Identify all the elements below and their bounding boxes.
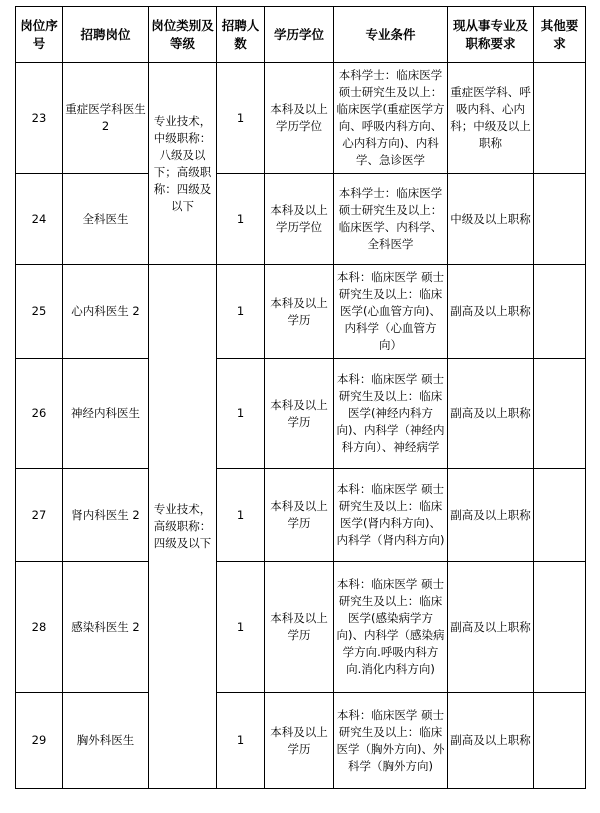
cell-count: 1	[217, 265, 265, 359]
cell-count: 1	[217, 469, 265, 562]
cell-education: 本科及以上学历	[265, 265, 334, 359]
header-seq: 岗位序号	[16, 7, 63, 63]
cell-position: 神经内科医生	[63, 359, 149, 469]
cell-category: 专业技术，中级职称：八级及以下；高级职称：四级及以下	[149, 63, 217, 265]
cell-major: 本科学士：临床医学 硕士研究生及以上：临床医学、内科学、全科医学	[334, 174, 448, 265]
cell-other	[534, 693, 586, 789]
cell-education: 本科及以上学历学位	[265, 174, 334, 265]
cell-current: 副高及以上职称	[448, 359, 534, 469]
cell-count: 1	[217, 174, 265, 265]
header-current: 现从事专业及职称要求	[448, 7, 534, 63]
cell-count: 1	[217, 359, 265, 469]
cell-current: 重症医学科、呼吸内科、心内科；中级及以上职称	[448, 63, 534, 174]
cell-education: 本科及以上学历	[265, 562, 334, 693]
table-row	[16, 693, 586, 789]
cell-major: 本科：临床医学 硕士研究生及以上：临床医学（胸外方向)、外科学（胸外方向)	[334, 693, 448, 789]
cell-major: 本科：临床医学 硕士研究生及以上：临床医学(肾内科方向)、内科学（肾内科方向)	[334, 469, 448, 562]
cell-education: 本科及以上学历	[265, 469, 334, 562]
cell-current: 副高及以上职称	[448, 693, 534, 789]
cell-position: 感染科医生 2	[63, 562, 149, 693]
table-row	[16, 174, 586, 265]
cell-count: 1	[217, 562, 265, 693]
cell-current: 副高及以上职称	[448, 265, 534, 359]
cell-position: 重症医学科医生 2	[63, 63, 149, 174]
cell-other	[534, 63, 586, 174]
cell-position: 全科医生	[63, 174, 149, 265]
cell-count: 1	[217, 693, 265, 789]
table-row	[16, 265, 586, 359]
cell-major: 本科：临床医学 硕士研究生及以上：临床医学(神经内科方向)、内科学（神经内科方向）、神经病学	[334, 359, 448, 469]
cell-current: 副高及以上职称	[448, 562, 534, 693]
cell-major: 本科：临床医学 硕士研究生及以上：临床医学(感染病学方向)、内科学（感染病学方向.呼吸内科方向.消化内科方向)	[334, 562, 448, 693]
table-row	[16, 562, 586, 693]
header-category: 岗位类别及等级	[149, 7, 217, 63]
cell-other	[534, 359, 586, 469]
cell-major: 本科：临床医学 硕士研究生及以上：临床医学(心血管方向)、内科学（心血管方向）	[334, 265, 448, 359]
cell-current: 副高及以上职称	[448, 469, 534, 562]
header-count: 招聘人数	[217, 7, 265, 63]
table-row	[16, 63, 586, 174]
cell-current: 中级及以上职称	[448, 174, 534, 265]
cell-major: 本科学士：临床医学 硕士研究生及以上：临床医学(重症医学方向、呼吸内科方向、心内科方向)、内科学、急诊医学	[334, 63, 448, 174]
cell-seq: 28	[16, 562, 63, 693]
cell-education: 本科及以上学历	[265, 359, 334, 469]
header-major: 专业条件	[334, 7, 448, 63]
cell-seq: 29	[16, 693, 63, 789]
cell-education: 本科及以上学历学位	[265, 63, 334, 174]
header-row	[16, 7, 586, 63]
table-row	[16, 469, 586, 562]
cell-count: 1	[217, 63, 265, 174]
cell-education: 本科及以上学历	[265, 693, 334, 789]
cell-seq: 27	[16, 469, 63, 562]
cell-seq: 24	[16, 174, 63, 265]
cell-position: 胸外科医生	[63, 693, 149, 789]
cell-other	[534, 562, 586, 693]
cell-position: 心内科医生 2	[63, 265, 149, 359]
header-education: 学历学位	[265, 7, 334, 63]
cell-other	[534, 469, 586, 562]
cell-other	[534, 265, 586, 359]
cell-category: 专业技术，高级职称：四级及以下	[149, 265, 217, 789]
cell-position: 肾内科医生 2	[63, 469, 149, 562]
header-other: 其他要求	[534, 7, 586, 63]
cell-other	[534, 174, 586, 265]
cell-seq: 26	[16, 359, 63, 469]
cell-seq: 23	[16, 63, 63, 174]
recruitment-table	[15, 6, 586, 789]
cell-seq: 25	[16, 265, 63, 359]
header-position: 招聘岗位	[63, 7, 149, 63]
table-row	[16, 359, 586, 469]
